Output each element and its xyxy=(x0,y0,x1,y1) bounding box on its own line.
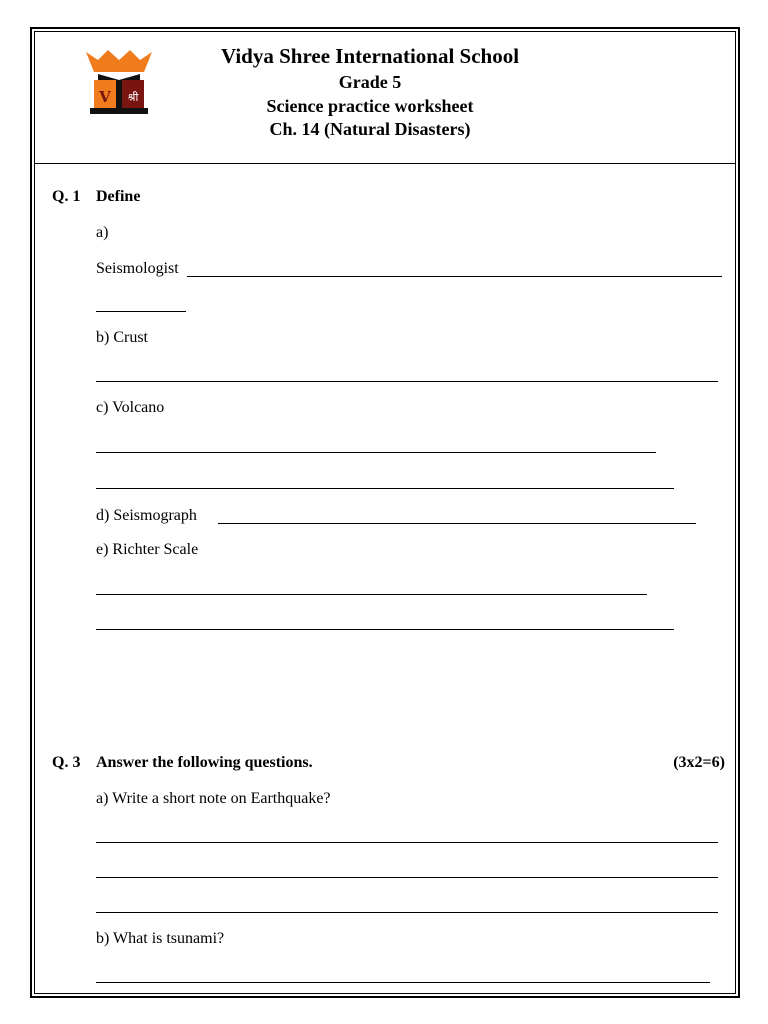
svg-text:V: V xyxy=(99,88,111,106)
question-3-number: Q. 3 xyxy=(52,754,81,771)
answer-line-a1[interactable] xyxy=(187,276,722,277)
q3-answer-line-a3[interactable] xyxy=(96,912,718,913)
item-c-label: c) Volcano xyxy=(96,399,165,416)
answer-line-e1[interactable] xyxy=(96,594,647,595)
question-3-title: Answer the following questions. xyxy=(96,754,313,771)
worksheet-title: Science practice worksheet xyxy=(266,96,474,116)
grade-label: Grade 5 xyxy=(338,72,402,92)
item-e-label: e) Richter Scale xyxy=(96,541,199,558)
item-d-label: d) Seismograph xyxy=(96,507,197,524)
q3-item-a-label: a) Write a short note on Earthquake? xyxy=(96,790,331,807)
header-divider xyxy=(34,163,736,164)
q3-answer-line-b1[interactable] xyxy=(96,982,710,983)
item-b-label: b) Crust xyxy=(96,329,148,346)
answer-line-c2[interactable] xyxy=(96,488,674,489)
school-logo xyxy=(84,46,154,116)
q3-item-b-label: b) What is tsunami? xyxy=(96,930,225,947)
question-1-number: Q. 1 xyxy=(52,188,81,205)
answer-line-b1[interactable] xyxy=(96,381,718,382)
item-a-label: a) xyxy=(96,224,109,241)
school-name: Vidya Shree International School xyxy=(220,44,520,68)
svg-text:श्री: श्री xyxy=(127,91,139,104)
chapter-title: Ch. 14 (Natural Disasters) xyxy=(269,119,471,139)
q3-answer-line-a1[interactable] xyxy=(96,842,718,843)
question-1-title: Define xyxy=(96,188,141,205)
item-a-term: Seismologist xyxy=(96,260,179,277)
question-3-marks: (3x2=6) xyxy=(673,754,725,771)
answer-line-d1[interactable] xyxy=(218,523,696,524)
q3-answer-line-a2[interactable] xyxy=(96,877,718,878)
answer-line-a2[interactable] xyxy=(96,311,186,312)
answer-line-e2[interactable] xyxy=(96,629,674,630)
answer-line-c1[interactable] xyxy=(96,452,656,453)
